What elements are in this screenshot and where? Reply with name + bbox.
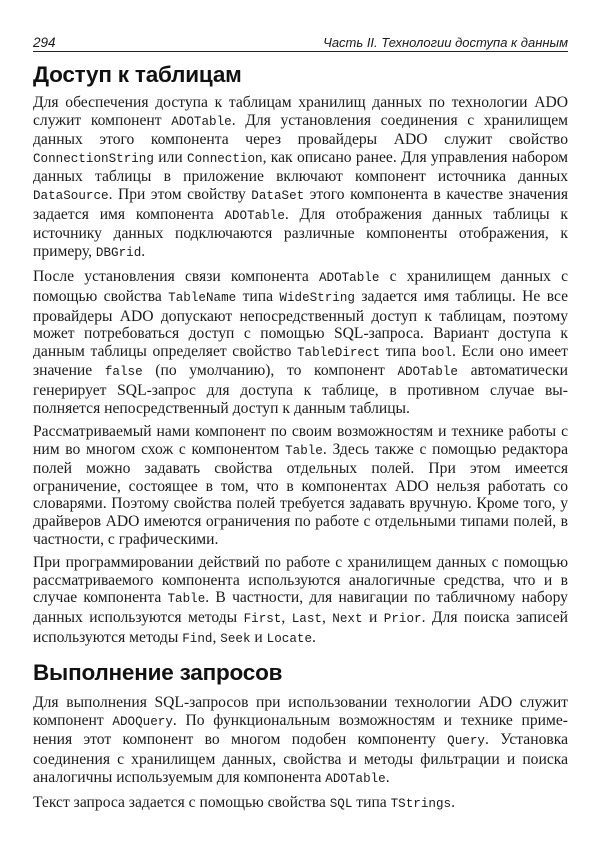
inline-code: Seek (220, 631, 251, 646)
section-table-access (33, 62, 568, 648)
running-header (33, 30, 568, 52)
inline-code: bool (421, 345, 452, 360)
inline-code: DBGrid (95, 245, 142, 260)
inline-code: Prior (383, 612, 422, 627)
inline-code: DataSource (33, 188, 109, 203)
inline-code: TStrings (390, 797, 452, 812)
section-heading: Выполнение запросов (33, 660, 283, 686)
inline-code: Table (285, 443, 323, 458)
paragraph: Для выполнения SQL-запросов при использовании технологии ADO служит компонент ADOQuery. По функциональным возможностям и технике применения этот компонент во многом подобен компоненту Query. Установка соединения с хранилищем данных, свойства и методы фильтрации и поиска аналогичны используемым для компонента ADOTable. (33, 694, 568, 786)
inline-code: ADOTable (224, 208, 285, 223)
page-number: 294 (33, 35, 56, 50)
paragraph: Текст запроса задается с помощью свойства SQL типа TStrings. (33, 794, 455, 812)
inline-code: DataSet (251, 188, 305, 203)
inline-code: TableName (168, 290, 237, 305)
inline-code: false (104, 365, 143, 380)
inline-code: Query (447, 734, 485, 749)
paragraph: При программировании действий по работе с хранилищем данных с помощью рассматриваемого компонента используются аналогичные средства, что и в случае компонента Table. В частности, для навигации по табличному набору данных используются методы First, Last, Next и Prior. Для поиска записей используются методы Find, Seek и Locate. (33, 554, 568, 646)
inline-code: Next (332, 612, 363, 627)
paragraph: После установления связи компонента ADOTable с хранилищем данных с помощью свойства TableName типа WideString задается имя таблицы. Не все провайдеры ADO допускают непосредственный доступ к таблицам, поэтому может потребоваться доступ с помощью SQL-запроса. Вариант доступа к данным таблицы определяет свойство TableDirect типа bool. Если оно имеет значение false (по умолчанию), то компонент ADOTable автоматически генерирует SQL-запрос для доступа к таблице, в противном случае выполняется непосредственный доступ к данным таблицы. (33, 268, 569, 417)
inline-code: SQL (329, 797, 353, 812)
paragraph: Рассматриваемый нами компонент по своим возможностям и технике работы с ним во многом схож с компонентом Table. Здесь также с помощью редактора полей можно задавать свойства отдельных полей. При этом имеется ограничение, состоящее в том, что в компонентах ADO нельзя работать со словарями. Поэтому свойства полей требуется задавать вручную. Кроме того, у драйверов ADO имеются ограничения по работе с отдельными типами полей, в частности, с графическими. (33, 423, 568, 548)
inline-code: Last (291, 612, 322, 627)
inline-code: Connection (187, 151, 263, 166)
inline-code: Find (182, 631, 213, 646)
section-query-execution (33, 660, 568, 814)
inline-code: ADOTable (171, 114, 232, 129)
inline-code: ConnectionString (33, 151, 154, 166)
inline-code: WideString (279, 290, 355, 305)
inline-code: ADOTable (397, 365, 458, 380)
inline-code: TableDirect (296, 345, 381, 360)
inline-code: First (243, 612, 282, 627)
inline-code: Table (167, 592, 206, 607)
paragraph: Для обеспечения доступа к таблицам хранилищ данных по технологии ADO служит компонент ADOTable. Для установления соединения с хранилищем данных этого компонента через провайдеры ADO служит свойство ConnectionString или Connection, как описано ранее. Для управления набором данных таблицы в приложение включают компонент источника данных DataSource. При этом свойству DataSet этого компонента в качестве значения задается имя компонента ADOTable. Для отображения данных таблицы к источнику данных подключаются различные компоненты отображения, к примеру, DBGrid. (33, 94, 568, 260)
inline-code: Locate (266, 631, 313, 646)
section-heading: Доступ к таблицам (33, 62, 242, 87)
part-title: Часть II. Технологии доступа к данным (323, 35, 568, 50)
inline-code: ADOTable (325, 771, 386, 786)
book-page (33, 30, 568, 820)
inline-code: ADOQuery (112, 714, 173, 729)
inline-code: ADOTable (318, 271, 380, 286)
